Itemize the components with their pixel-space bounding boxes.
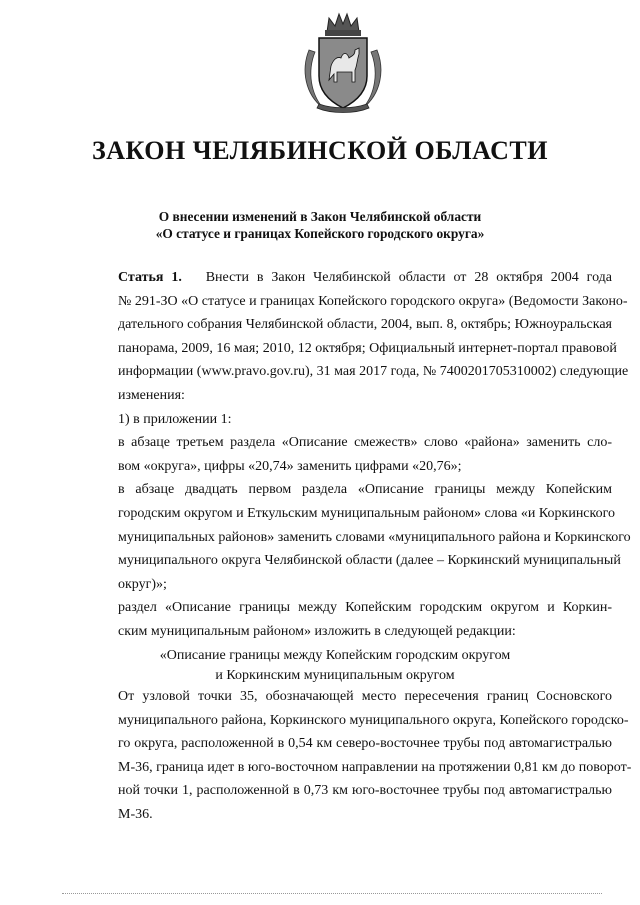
article-body: [118, 266, 632, 827]
paragraph-d-line: муниципального района, Коркинского муниципального округа, Копейского городско-: [118, 712, 629, 728]
section-title-line: «Описание границы между Копейским городским округом: [159, 647, 511, 663]
footer-dotted-rule: [62, 893, 602, 894]
paragraph-b-line: муниципального округа Челябинской области (далее – Коркинский муниципальный: [118, 553, 621, 569]
paragraph-d-line: го округа, расположенной в 0,54 км северо-восточнее трубы под автомагистралью: [118, 736, 612, 752]
article-first-line: [118, 266, 612, 290]
article-line: изменения:: [118, 387, 185, 403]
paragraph-d-line: От узловой точки 35, обозначающей место пересечения границ Сосновского: [118, 689, 612, 705]
paragraph-d-line: ной точки 1, расположенной в 0,73 км юго-восточнее трубы под автомагистралью: [118, 783, 612, 799]
document-title: ЗАКОН ЧЕЛЯБИНСКОЙ ОБЛАСТИ: [92, 136, 548, 165]
article-line: информации (www.pravo.gov.ru), 31 мая 2017 года, № 7400201705310002) следующие: [118, 364, 629, 380]
paragraph-b-line: муниципальных районов» заменить словами «муниципального района и Коркинского: [118, 529, 631, 545]
article-line: панорама, 2009, 16 мая; 2010, 12 октября; Официальный интернет-портал правовой: [118, 340, 617, 356]
paragraph-b-line: округ)»;: [118, 576, 167, 592]
document-subtitle: [0, 208, 640, 242]
item-1: 1) в приложении 1:: [118, 411, 232, 427]
subtitle-line: О внесении изменений в Закон Челябинской области: [158, 209, 482, 224]
section-title-line: и Коркинским муниципальным округом: [215, 668, 455, 684]
subtitle-line: «О статусе и границах Копейского городского округа»: [155, 226, 485, 241]
article-text: Внести в Закон Челябинской области от 28 октября 2004 года: [205, 270, 613, 285]
paragraph-d-line: М-36.: [118, 807, 153, 823]
article-line: № 291-ЗО «О статусе и границах Копейского городского округа» (Ведомости Законо-: [118, 293, 628, 309]
article-line: дательного собрания Челябинской области, 2004, вып. 8, октябрь; Южноуральская: [118, 317, 612, 333]
paragraph-c-line: раздел «Описание границы между Копейским городским округом и Коркин-: [118, 600, 612, 616]
paragraph-b-line: в абзаце двадцать первом раздела «Описание границы между Копейским: [118, 482, 612, 498]
paragraph-a-line: в абзаце третьем раздела «Описание смежеств» слово «района» заменить сло-: [118, 435, 612, 451]
paragraph-a-line: вом «округа», цифры «20,74» заменить цифрами «20,76»;: [118, 458, 462, 474]
coat-of-arms-emblem: [297, 10, 389, 114]
paragraph-c-line: ским муниципальным районом» изложить в следующей редакции:: [118, 623, 516, 639]
paragraph-d-line: М-36, граница идет в юго-восточном направлении на протяжении 0,81 км до поворот-: [118, 759, 632, 775]
paragraph-b-line: городским округом и Еткульским муниципальным районом» слова «и Коркинского: [118, 505, 616, 521]
article-label: Статья 1.: [118, 270, 182, 285]
